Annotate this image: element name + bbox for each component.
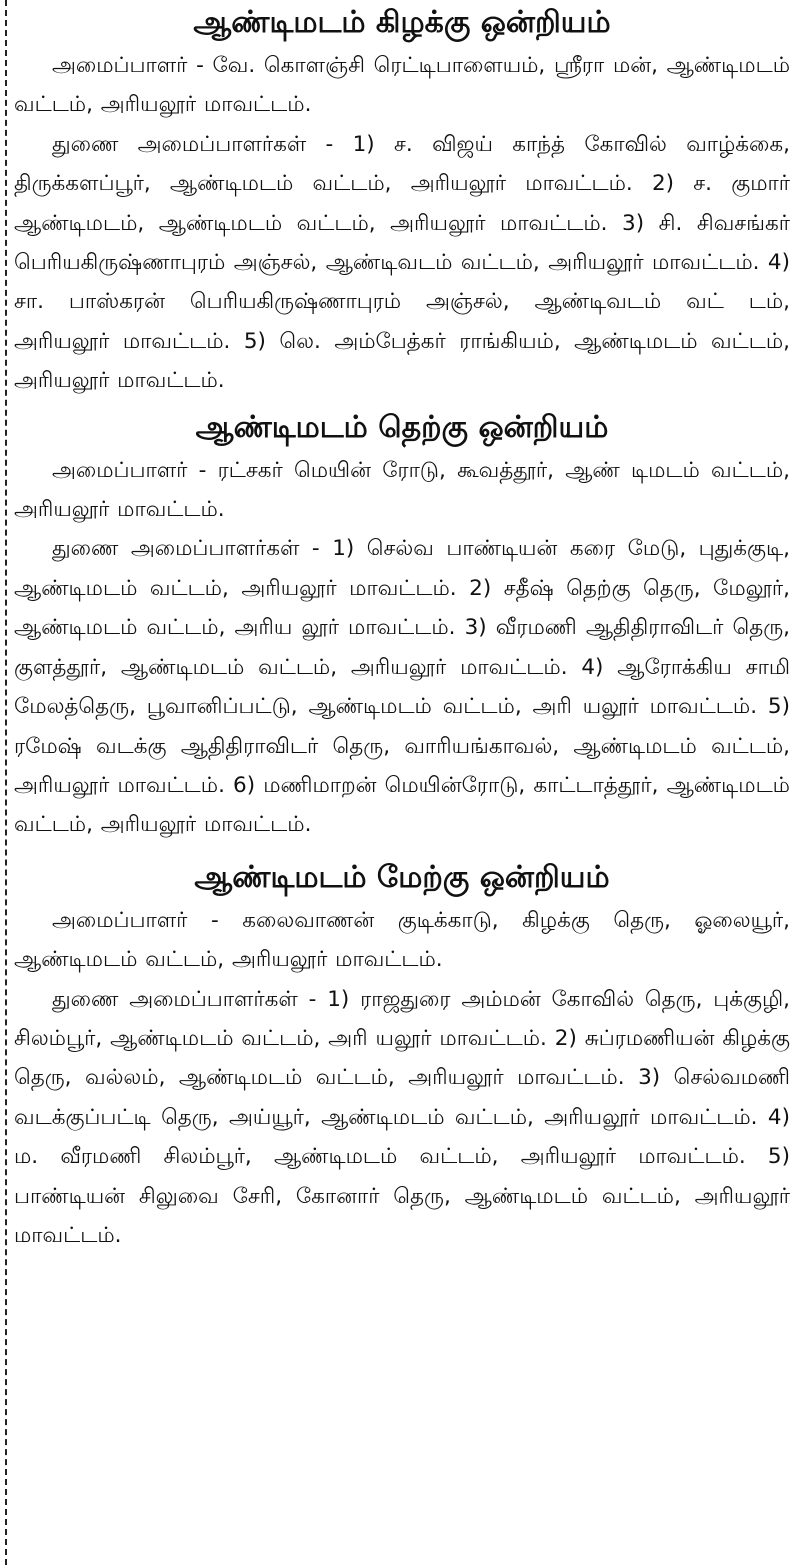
organizer-paragraph: அமைப்பாளர் - ரட்சகர் மெயின் ரோடு, கூவத்தூர், ஆண் டிமடம் வட்டம், அரியலூர் மாவட்டம். bbox=[14, 457, 790, 523]
section-andimadam-east bbox=[14, 0, 790, 401]
section-heading: ஆண்டிமடம் தெற்கு ஒன்றியம் bbox=[195, 409, 609, 445]
deputies-paragraph: துணை அமைப்பாளர்கள் - 1) ராஜதுரை அம்மன் கோவில் தெரு, புக்குழி, சிலம்பூர், ஆண்டிமடம் வட்டம், அரி யலூர் மாவட்டம். 2) சுப்ரமணியன் கிழக்கு தெரு, வல்லம், ஆண்டிமடம் வட்டம், அரியலூர் மாவட்டம். 3) செல்வமணி வடக்குப்பட்டி தெரு, அய்யூர், ஆண்டிமடம் வட்டம், அரியலூர் மாவட்டம். 4) ம. வீரமணி சிலம்பூர், ஆண்டிமடம் வட்டம், அரியலூர் மாவட்டம். 5) பாண்டியன் சிலுவை சேரி, கோனார் தெரு, ஆண்டிமடம் வட்டம், அரியலூர் மாவட்டம். bbox=[14, 986, 790, 1248]
deputies-paragraph: துணை அமைப்பாளர்கள் - 1) செல்வ பாண்டியன் கரை மேடு, புதுக்குடி, ஆண்டிமடம் வட்டம், அரியலூர் மாவட்டம். 2) சதீஷ் தெற்கு தெரு, மேலூர், ஆண்டிமடம் வட்டம், அரிய லூர் மாவட்டம். 3) வீரமணி ஆதிதிராவிடர் தெரு, குளத்தூர், ஆண்டிமடம் வட்டம், அரியலூர் மாவட்டம். 4) ஆரோக்கிய சாமி மேலத்தெரு, பூவானிப்பட்டு, ஆண்டிமடம் வட்டம், அரி யலூர் மாவட்டம். 5) ரமேஷ் வடக்கு ஆதிதிராவிடர் தெரு, வாரியங்காவல், ஆண்டிமடம் வட்டம், அரியலூர் மாவட்டம். 6) மணிமாறன் மெயின்ரோடு, காட்டாத்தூர், ஆண்டிமடம் வட்டம், அரியலூர் மாவட்டம். bbox=[14, 536, 790, 838]
section-andimadam-south bbox=[14, 405, 790, 845]
cut-line bbox=[5, 0, 7, 1565]
section-heading: ஆண்டிமடம் கிழக்கு ஒன்றியம் bbox=[193, 5, 611, 40]
section-heading: ஆண்டிமடம் மேற்கு ஒன்றியம் bbox=[194, 859, 610, 895]
organizer-paragraph: அமைப்பாளர் - வே. கொளஞ்சி ரெட்டிபாளையம், ஸ்ரீரா மன், ஆண்டிமடம் வட்டம், அரியலூர் மாவட்டம். bbox=[14, 53, 790, 118]
section-andimadam-west bbox=[14, 855, 790, 1256]
organizer-paragraph: அமைப்பாளர் - கலைவாணன் குடிக்காடு, கிழக்கு தெரு, ஓலையூர், ஆண்டிமடம் வட்டம், அரியலூர் மாவட்டம். bbox=[14, 907, 790, 973]
article-column bbox=[14, 0, 790, 1255]
deputies-paragraph: துணை அமைப்பாளர்கள் - 1) ச. விஜய் காந்த் கோவில் வாழ்க்கை, திருக்களப்பூர், ஆண்டிமடம் வட்டம், அரியலூர் மாவட்டம். 2) ச. குமார் ஆண்டிமடம், ஆண்டிமடம் வட்டம், அரியலூர் மாவட்டம். 3) சி. சிவசங்கர் பெரியகிருஷ்ணாபுரம் அஞ்சல், ஆண்டிவடம் வட்டம், அரியலூர் மாவட்டம். 4) சா. பாஸ்கரன் பெரியகிருஷ்ணாபுரம் அஞ்சல், ஆண்டிவடம் வட் டம், அரியலூர் மாவட்டம். 5) லெ. அம்பேத்கர் ராங்கியம், ஆண்டிமடம் வட்டம், அரியலூர் மாவட்டம். bbox=[14, 131, 790, 394]
